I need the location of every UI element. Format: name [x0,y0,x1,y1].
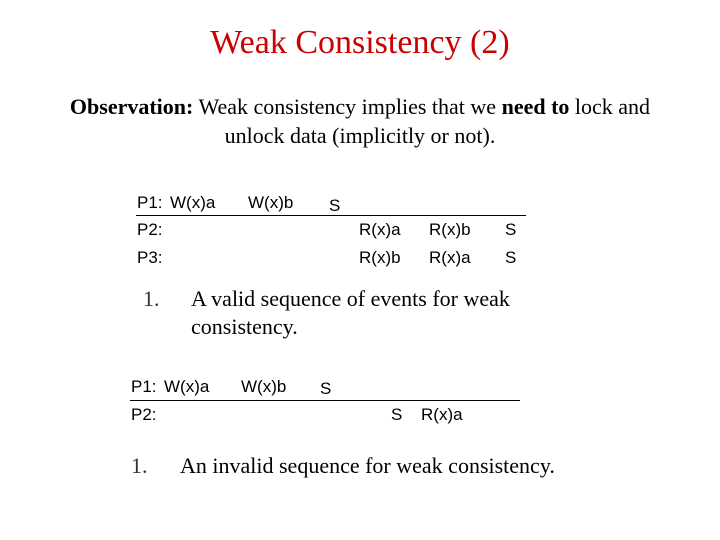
event-r-x-b: R(x)b [429,220,471,239]
slide-title: Weak Consistency (2) [210,24,510,61]
event-r-x-a: R(x)a [421,405,463,424]
event-sync: S [329,196,341,215]
event-sync: S [505,220,517,239]
timeline-divider [136,215,526,216]
event-w-x-a: W(x)a [164,377,210,396]
caption-line: consistency. [191,314,298,339]
process-label-p2: P2: [137,220,163,239]
observation-bold: need to [501,94,570,119]
event-r-x-a: R(x)a [359,220,401,239]
caption-line: A valid sequence of events for weak [191,286,510,311]
event-r-x-b: R(x)b [359,248,401,267]
event-w-x-a: W(x)a [170,193,216,212]
event-sync: S [505,248,517,267]
event-sync: S [391,405,403,424]
process-label-p2: P2: [131,405,157,424]
observation-text-2: lock and unlock data (implicitly or not). [224,94,651,148]
process-label-p1: P1: [137,193,163,212]
caption-invalid: An invalid sequence for weak consistency. [180,453,555,478]
caption-number: 1. [143,286,160,311]
observation-paragraph [60,92,660,150]
timeline-divider [130,400,520,401]
process-label-p1: P1: [131,377,157,396]
caption-valid [191,285,591,341]
process-label-p3: P3: [137,248,163,267]
event-sync: S [320,379,332,398]
event-w-x-b: W(x)b [241,377,287,396]
event-r-x-a: R(x)a [429,248,471,267]
event-w-x-b: W(x)b [248,193,294,212]
observation-lead: Observation: [69,94,194,119]
observation-text-1: Weak consistency implies that we [193,94,502,119]
caption-number: 1. [131,453,148,478]
